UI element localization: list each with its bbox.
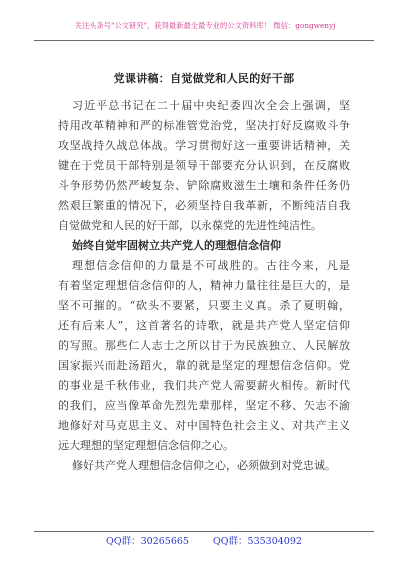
body-line: 修好共产党人理想信念信仰之心，必须做到对党忠诚。 — [72, 459, 336, 472]
header-divider — [34, 40, 374, 41]
qq-group-2: QQ群：535304092 — [212, 536, 302, 547]
body-line: 习近平总书记在二十届中央纪委四次全会上强调，坚 — [72, 99, 350, 112]
qq-group-1: QQ群：30265665 — [106, 536, 189, 547]
footer-contact — [0, 533, 408, 547]
body-line: 有着坚定理想信念信仰的人，精神力量往往是巨大的，是 — [58, 279, 350, 292]
footer-divider — [34, 531, 374, 532]
body-line: 坚不可摧的。“砍头不要紧，只要主义真。杀了夏明翰， — [58, 299, 350, 312]
body-line: 的我们，应当像革命先烈先辈那样，坚定不移、矢志不渝 — [58, 399, 350, 412]
header-banner: 关注头条号"公文研究"，获得最新最全最专业的公文资料库！ 微信：gongwenyj — [74, 21, 336, 30]
body-line: 键在于党员干部特别是领导干部要充分认识到，在反腐败 — [58, 159, 350, 172]
document-title: 党课讲稿：自觉做党和人民的好干部 — [113, 72, 295, 85]
body-line: 攻坚战持久战总体战。学习贯彻好这一重要讲话精神，关 — [58, 139, 350, 152]
body-line: 国家振兴而赴汤蹈火，靠的就是坚定的理想信念信仰。党 — [58, 359, 350, 372]
body-line: 还有后来人”，这首著名的诗歌，就是共产党人坚定信仰 — [58, 319, 350, 332]
body-line: 然艰巨繁重的情况下，必须坚持自我革新，不断纯洁自我 — [58, 199, 350, 212]
body-line: 的事业是千秋伟业，我们共产党人需要薪火相传。新时代 — [58, 379, 350, 392]
body-line: 理想信念信仰的力量是不可战胜的。古往今来，凡是 — [72, 259, 350, 272]
body-line: 地修好对马克思主义、对中国特色社会主义、对共产主义 — [58, 419, 350, 432]
body-line: 自觉做党和人民的好干部，以永葆党的先进性纯洁性。 — [58, 219, 322, 232]
body-line: 斗争形势仍然严峻复杂、铲除腐败滋生土壤和条件任务仍 — [58, 179, 350, 192]
section-heading: 始终自觉牢固树立共产党人的理想信念信仰 — [72, 239, 281, 252]
body-line: 远大理想的坚定理想信念信仰之心。 — [58, 439, 234, 452]
body-line: 的写照。那些仁人志士之所以甘于为民族独立、人民解放 — [58, 339, 350, 352]
body-line: 持用改革精神和严的标准管党治党，坚决打好反腐败斗争 — [58, 119, 350, 132]
